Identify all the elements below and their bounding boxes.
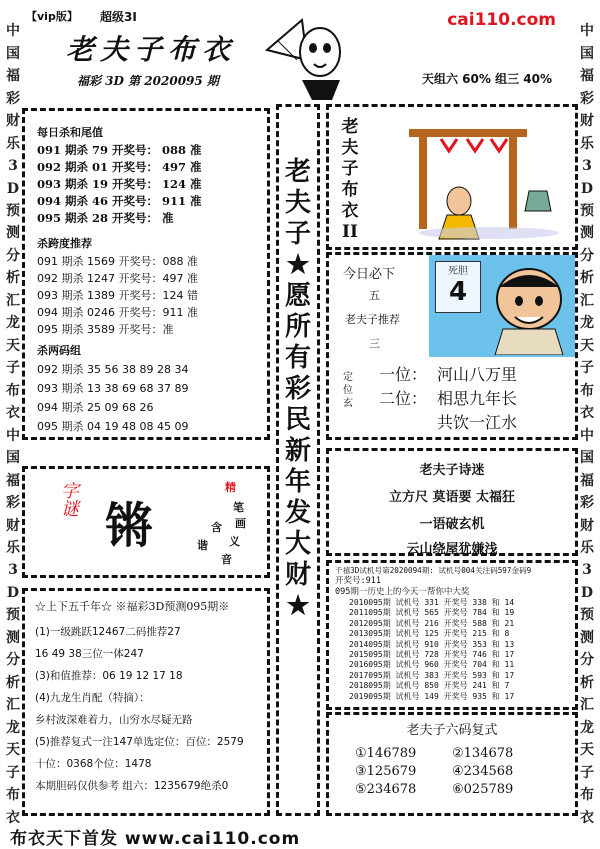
side-char: 国 bbox=[6, 45, 20, 62]
top-right-title-char: 衣 bbox=[341, 201, 359, 221]
kill-two-row: 092 期杀 35 56 38 89 28 34 bbox=[37, 363, 189, 376]
side-char: 衣 bbox=[580, 809, 594, 826]
side-char: 布 bbox=[580, 382, 594, 399]
side-char: 国 bbox=[580, 450, 594, 467]
side-char: 天 bbox=[6, 742, 20, 759]
left-side-strip bbox=[2, 0, 24, 849]
kill-numbers-panel bbox=[22, 108, 270, 440]
center-banner-char: 愿 bbox=[284, 281, 311, 311]
center-banner bbox=[276, 104, 320, 816]
top-right-title-char: 布 bbox=[341, 180, 359, 200]
side-char: D bbox=[580, 584, 594, 601]
riddle-side-char-1: 精 bbox=[225, 481, 236, 494]
kill-two-list bbox=[37, 360, 255, 436]
side-char: 福 bbox=[6, 472, 20, 489]
side-char: 析 bbox=[580, 674, 594, 691]
six-code-item: ④234568 bbox=[452, 764, 514, 779]
position-label-char: 定 bbox=[343, 372, 353, 383]
top-right-panel bbox=[326, 104, 578, 250]
page-title: 老夫子布衣 bbox=[66, 33, 237, 66]
six-code-grid bbox=[329, 738, 575, 797]
issue-number: 福彩 3D 第 2020095 期 bbox=[77, 74, 219, 88]
side-char: 龙 bbox=[6, 719, 20, 736]
trial-history-panel bbox=[326, 560, 578, 710]
side-char: 子 bbox=[6, 360, 20, 377]
side-char: 预 bbox=[6, 607, 20, 624]
position-text: 共饮一江水 bbox=[437, 413, 518, 432]
forecast-line: 16 49 38三位一体247 bbox=[35, 647, 144, 660]
daily-kill-row: 092 期杀 01 开奖号： 497 准 bbox=[37, 160, 202, 174]
side-char: 乐 bbox=[580, 540, 594, 557]
trial-history-row: 2013095期 试机号 125 开奖号 215 和 8 bbox=[349, 629, 510, 639]
vip-tag: 【vip版】 bbox=[26, 10, 78, 23]
side-char: 财 bbox=[580, 113, 594, 130]
side-char: 预 bbox=[580, 607, 594, 624]
poem-line3: 云山绕屋犹嫌浅 bbox=[406, 542, 498, 557]
badge-number: 4 bbox=[448, 277, 468, 307]
side-char: 龙 bbox=[580, 719, 594, 736]
position-index: 二位： bbox=[379, 389, 428, 408]
six-code-item: ⑤234678 bbox=[355, 782, 417, 797]
span-rec-title: 杀跨度推荐 bbox=[37, 237, 92, 250]
side-char: 3 bbox=[582, 158, 592, 175]
side-char: 天 bbox=[580, 337, 594, 354]
center-banner-char: ★ bbox=[286, 250, 310, 280]
side-char: 国 bbox=[580, 45, 594, 62]
side-char: 预 bbox=[580, 202, 594, 219]
side-char: 福 bbox=[580, 68, 594, 85]
center-banner-char: 所 bbox=[284, 312, 311, 342]
forecast-line: (1)一级跳跃12467二码推荐27 bbox=[35, 625, 181, 638]
forecast-header: ☆上下五千年☆ ※福彩3D预测095期※ bbox=[35, 600, 230, 613]
side-char: 福 bbox=[6, 68, 20, 85]
center-banner-char: 夫 bbox=[284, 188, 311, 218]
side-char: 衣 bbox=[6, 405, 20, 422]
daily-kill-row: 093 期杀 19 开奖号： 124 准 bbox=[37, 177, 202, 191]
center-banner-char: 年 bbox=[284, 467, 311, 497]
center-banner-char: 发 bbox=[284, 498, 311, 528]
side-char: 测 bbox=[6, 629, 20, 646]
six-code-item: ③125679 bbox=[355, 764, 417, 779]
daily-pick-line1: 今日必下 bbox=[343, 267, 396, 282]
position-text: 河山八万里 bbox=[437, 365, 518, 384]
side-char: 分 bbox=[580, 652, 594, 669]
top-right-title-char: 夫 bbox=[341, 138, 359, 158]
riddle-panel bbox=[22, 466, 270, 578]
trial-header3: 095期一历史上的今天一帮你中大奖 bbox=[335, 587, 470, 597]
side-char: 子 bbox=[6, 764, 20, 781]
kill-two-row: 094 期杀 25 09 68 26 bbox=[37, 401, 154, 414]
daily-kill-row: 095 期杀 28 开奖号： 准 bbox=[37, 211, 174, 225]
position-label-char: 玄 bbox=[343, 398, 353, 409]
daily-kill-list bbox=[37, 142, 255, 227]
side-char: 分 bbox=[580, 247, 594, 264]
top-right-title-char: 老 bbox=[341, 117, 359, 137]
trial-history-row: 2012095期 试机号 216 开奖号 588 和 21 bbox=[349, 618, 515, 628]
six-code-panel bbox=[326, 712, 578, 816]
trial-history-row: 2014095期 试机号 910 开奖号 353 和 13 bbox=[349, 639, 515, 649]
daily-kill-row: 091 期杀 79 开奖号： 088 准 bbox=[37, 143, 202, 157]
side-char: 子 bbox=[580, 360, 594, 377]
position-label bbox=[343, 371, 357, 410]
badge-label: 死胆 bbox=[448, 266, 468, 277]
side-char: 中 bbox=[580, 23, 594, 40]
side-char: 福 bbox=[580, 472, 594, 489]
span-rec-row: 092 期杀 1247 开奖号：497 准 bbox=[37, 272, 198, 285]
center-banner-char: ★ bbox=[286, 591, 310, 621]
daily-kill-row: 094 期杀 46 开奖号： 911 准 bbox=[37, 194, 202, 208]
riddle-side-char-2: 笔 bbox=[233, 501, 244, 514]
daily-pick-panel bbox=[326, 252, 578, 440]
kill-two-title: 杀两码组 bbox=[37, 344, 81, 357]
super-label: 超级3I bbox=[100, 10, 137, 24]
side-char: 测 bbox=[6, 225, 20, 242]
side-char: 3 bbox=[582, 562, 592, 579]
cartoon-panel bbox=[429, 255, 575, 357]
daily-pick-line3: 老夫子推荐 bbox=[345, 313, 400, 326]
cartoon-face-icon bbox=[262, 10, 352, 100]
center-banner-char: 民 bbox=[284, 405, 311, 435]
side-char: 中 bbox=[580, 427, 594, 444]
top-right-vertical-title bbox=[337, 117, 363, 243]
center-banner-char: 彩 bbox=[284, 374, 311, 404]
center-banner-text bbox=[279, 157, 317, 622]
right-side-strip bbox=[576, 0, 598, 849]
side-char: 汇 bbox=[580, 292, 594, 309]
trial-history-row: 2018095期 试机号 850 开奖号 241 和 7 bbox=[349, 681, 510, 691]
side-char: 预 bbox=[6, 202, 20, 219]
position-row bbox=[379, 363, 575, 387]
center-banner-char: 老 bbox=[284, 157, 311, 187]
trial-header2: 开奖号:911 bbox=[335, 576, 381, 586]
footer-text: 布衣天下首发 www.cai110.com bbox=[10, 829, 301, 849]
side-char: 子 bbox=[580, 764, 594, 781]
forecast-line: 本期胆码仅供参考 组六：1235679绝杀0 bbox=[35, 779, 229, 792]
forecast-panel bbox=[22, 588, 270, 816]
side-char: 布 bbox=[6, 382, 20, 399]
gallows-cartoon-icon bbox=[379, 121, 569, 241]
span-rec-row: 093 期杀 1389 开奖号：124 错 bbox=[37, 289, 198, 302]
poem-panel bbox=[326, 448, 578, 556]
side-char: D bbox=[580, 180, 594, 197]
side-char: 测 bbox=[580, 629, 594, 646]
side-char: 天 bbox=[580, 742, 594, 759]
riddle-side-char-3: 画 bbox=[235, 517, 246, 530]
riddle-side-char-4: 含 bbox=[211, 521, 222, 534]
site-logo[interactable]: cai110.com bbox=[447, 10, 556, 30]
side-char: 彩 bbox=[6, 495, 20, 512]
position-row bbox=[379, 387, 575, 411]
header bbox=[22, 0, 578, 100]
forecast-line: (4)九龙生肖配（特摘）： bbox=[35, 691, 150, 704]
side-char: 衣 bbox=[6, 809, 20, 826]
side-char: 分 bbox=[6, 652, 20, 669]
forecast-line: 乡村波深难着力，山穷水尽疑无路 bbox=[35, 713, 193, 726]
kill-two-row: 093 期杀 13 38 69 68 37 89 bbox=[37, 382, 189, 395]
side-char: 3 bbox=[8, 158, 18, 175]
forecast-line: (3)和值推荐：06 19 12 17 18 bbox=[35, 669, 183, 682]
position-row bbox=[379, 411, 575, 435]
daily-kill-title: 每日杀和尾值 bbox=[37, 126, 103, 139]
side-char: 汇 bbox=[6, 292, 20, 309]
six-code-item: ⑥025789 bbox=[452, 782, 514, 797]
trial-history-list bbox=[335, 598, 569, 702]
trial-history-row: 2011095期 试机号 565 开奖号 784 和 19 bbox=[349, 608, 515, 618]
side-char: D bbox=[6, 180, 20, 197]
span-rec-list bbox=[37, 253, 255, 338]
poem-line2: 一语破玄机 bbox=[419, 517, 485, 532]
side-char: 彩 bbox=[580, 495, 594, 512]
side-char: 龙 bbox=[6, 315, 20, 332]
forecast-line: 十位：0368个位：1478 bbox=[35, 757, 152, 770]
dead-bile-badge bbox=[435, 261, 481, 313]
side-char: 国 bbox=[6, 450, 20, 467]
trial-history-row: 2017095期 试机号 383 开奖号 593 和 17 bbox=[349, 670, 515, 680]
position-list bbox=[379, 363, 575, 435]
riddle-side-char-5: 谐 bbox=[197, 539, 208, 552]
side-char: 中 bbox=[6, 427, 20, 444]
side-char: 析 bbox=[6, 674, 20, 691]
position-text: 相思九年长 bbox=[437, 389, 518, 408]
side-char: 布 bbox=[6, 787, 20, 804]
position-label-char: 位 bbox=[343, 385, 353, 396]
side-char: 衣 bbox=[580, 405, 594, 422]
poem-line1: 立方尺 莫语要 太福狂 bbox=[388, 490, 516, 505]
trial-history-row: 2019095期 试机号 149 开奖号 935 和 17 bbox=[349, 691, 515, 701]
trial-history-row: 2010095期 试机号 331 开奖号 338 和 14 bbox=[349, 598, 515, 607]
side-char: 乐 bbox=[6, 135, 20, 152]
side-char: 彩 bbox=[6, 90, 20, 107]
side-char: 财 bbox=[6, 113, 20, 130]
trial-history-row: 2016095期 试机号 960 开奖号 704 和 11 bbox=[349, 660, 515, 670]
daily-pick-line4: 三 bbox=[369, 337, 380, 350]
side-char: 布 bbox=[580, 787, 594, 804]
center-banner-char: 新 bbox=[284, 436, 311, 466]
group-info: 天组六 60% 组三 40% bbox=[422, 72, 552, 86]
six-code-title: 老夫子六码复式 bbox=[406, 723, 498, 738]
old-man-cartoon-icon bbox=[479, 259, 573, 355]
center-banner-char: 财 bbox=[284, 560, 311, 590]
forecast-line: (5)推荐复式一注147单选定位：百位：2579 bbox=[35, 735, 244, 748]
trial-history-row: 2015095期 试机号 728 开奖号 746 和 17 bbox=[349, 650, 515, 660]
riddle-side-char-6: 义 bbox=[229, 535, 240, 548]
top-right-title-char: 子 bbox=[341, 159, 359, 179]
side-char: 乐 bbox=[6, 540, 20, 557]
side-char: 分 bbox=[6, 247, 20, 264]
riddle-stamp: 字谜 bbox=[58, 481, 79, 517]
span-rec-row: 095 期杀 3589 开奖号：准 bbox=[37, 323, 174, 336]
side-char: 财 bbox=[580, 517, 594, 534]
six-code-item: ①146789 bbox=[355, 746, 417, 761]
side-char: 3 bbox=[8, 562, 18, 579]
riddle-side-char-7: 音 bbox=[221, 553, 232, 566]
center-banner-char: 有 bbox=[284, 343, 311, 373]
side-char: 汇 bbox=[580, 697, 594, 714]
side-char: 析 bbox=[6, 270, 20, 287]
span-rec-row: 091 期杀 1569 开奖号：088 准 bbox=[37, 255, 198, 268]
side-char: 龙 bbox=[580, 315, 594, 332]
forecast-list bbox=[35, 621, 257, 797]
side-char: 彩 bbox=[580, 90, 594, 107]
trial-header1: 千禧3D试机号第2020094期: 试机号004关注码597金码9 bbox=[335, 566, 532, 575]
side-char: 析 bbox=[580, 270, 594, 287]
position-index: 一位： bbox=[379, 365, 428, 384]
kill-two-row: 095 期杀 04 19 48 08 45 09 bbox=[37, 420, 189, 433]
center-banner-char: 子 bbox=[284, 219, 311, 249]
daily-pick-line2: 五 bbox=[369, 289, 380, 302]
riddle-big-char: 锵 bbox=[105, 498, 154, 554]
side-char: 汇 bbox=[6, 697, 20, 714]
poem-title: 老夫子诗迷 bbox=[419, 463, 485, 478]
six-code-item: ②134678 bbox=[452, 746, 514, 761]
side-char: 中 bbox=[6, 23, 20, 40]
side-char: 乐 bbox=[580, 135, 594, 152]
side-char: 天 bbox=[6, 337, 20, 354]
span-rec-row: 094 期杀 0246 开奖号：911 准 bbox=[37, 306, 198, 319]
top-right-title-char: II bbox=[342, 222, 358, 242]
side-char: 测 bbox=[580, 225, 594, 242]
side-char: 财 bbox=[6, 517, 20, 534]
side-char: D bbox=[6, 584, 20, 601]
center-banner-char: 大 bbox=[284, 529, 311, 559]
